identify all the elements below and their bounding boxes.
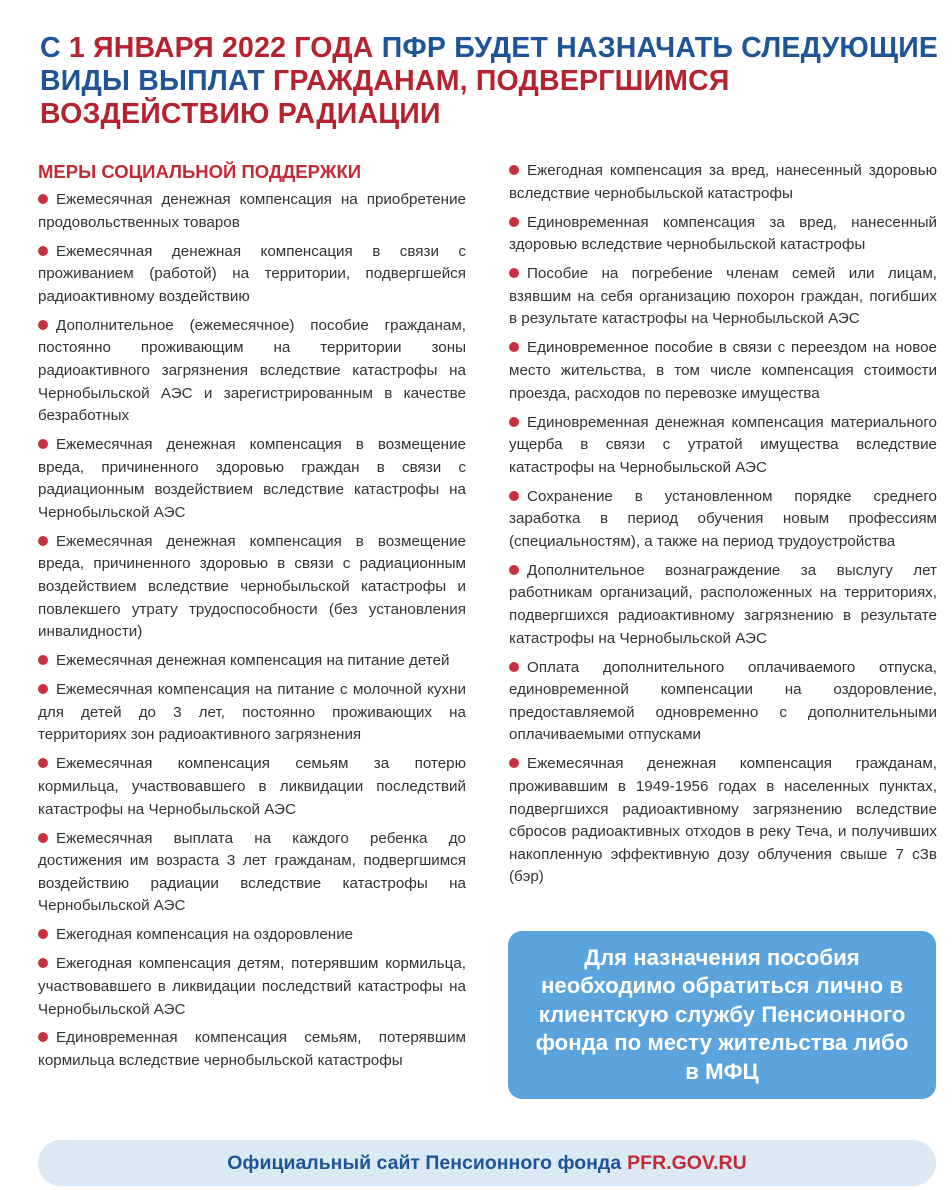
bullet-dot-icon	[38, 655, 48, 665]
title-part-3: ПФР БУДЕТ НАЗНАЧАТЬ СЛЕДУЮЩИЕ ВИДЫ ВЫПЛАТ	[40, 32, 939, 97]
left-benefits-list	[38, 189, 466, 1073]
list-item	[38, 189, 466, 234]
list-item	[509, 657, 937, 747]
list-item-text: Ежемесячная денежная компенсация на питание детей	[56, 652, 450, 670]
bullet-dot-icon	[38, 684, 48, 694]
list-item-text: Сохранение в установленном порядке среднего заработка в период обучения новым профессиям (специальностям), а также на период трудоустройства	[509, 487, 937, 550]
bullet-dot-icon	[38, 833, 48, 843]
footer-banner	[38, 1140, 936, 1186]
list-item-text: Ежемесячная компенсация на питание с молочной кухни для детей до 3 лет, постоянно проживающих на территориях зон радиоактивного загрязнения	[38, 681, 466, 744]
list-item	[38, 828, 466, 918]
list-item	[38, 434, 466, 524]
list-item-text: Ежемесячная денежная компенсация в возмещение вреда, причиненного здоровью в связи с радиационным воздействием вследствие чернобыльской катастрофы и повлекшего утрату трудоспособности (без установления инвалидности)	[38, 532, 466, 641]
list-item	[38, 650, 466, 673]
list-item-text: Ежемесячная денежная компенсация гражданам, проживавшим в 1949-1956 годах в населенных пунктах, подвергшихся радиоактивному загрязнению вследствие сбросов радиоактивных отходов в реку Теча, и получивших накопленную эффективную дозу облучения свыше 7 сЗв (бэр)	[509, 755, 937, 886]
list-item	[38, 1027, 466, 1072]
list-item-text: Ежемесячная денежная компенсация в связи с проживанием (работой) на территории, подвергшейся радиоактивному воздействию	[38, 242, 466, 305]
list-item-text: Дополнительное вознаграждение за выслугу лет работникам организаций, расположенных на территориях, подвергшихся радиоактивному загрязнению в результате катастрофы на Чернобыльской АЭС	[509, 561, 937, 647]
bullet-dot-icon	[509, 165, 519, 175]
bullet-dot-icon	[509, 565, 519, 575]
list-item-text: Ежегодная компенсация за вред, нанесенный здоровью вследствие чернобыльской катастрофы	[509, 162, 937, 202]
list-item-text: Ежегодная компенсация детям, потерявшим кормильца, участвовавшего в ликвидации последствий катастрофы на Чернобыльской АЭС	[38, 955, 466, 1018]
bullet-dot-icon	[509, 342, 519, 352]
footer-label: Официальный сайт Пенсионного фонда	[227, 1151, 622, 1174]
list-item	[509, 412, 937, 480]
bullet-dot-icon	[38, 439, 48, 449]
bullet-dot-icon	[38, 536, 48, 546]
section-title: МЕРЫ СОЦИАЛЬНОЙ ПОДДЕРЖКИ	[38, 161, 362, 182]
bullet-dot-icon	[38, 758, 48, 768]
list-item-text: Пособие на погребение членам семей или лицам, взявшим на себя организацию похорон граждан, погибших в результате катастрофы на Чернобыльской АЭС	[509, 265, 937, 328]
list-item-text: Ежемесячная выплата на каждого ребенка до достижения им возраста 3 лет гражданам, подвергшимся воздействию радиации вследствие катастрофы на Чернобыльской АЭС	[38, 829, 466, 915]
list-item	[38, 241, 466, 309]
list-item	[38, 315, 466, 428]
bullet-dot-icon	[38, 320, 48, 330]
info-callout	[508, 931, 936, 1099]
list-item	[509, 337, 937, 405]
list-item	[509, 486, 937, 554]
right-benefits-list	[509, 160, 937, 889]
page-title	[40, 32, 940, 131]
list-item	[38, 679, 466, 747]
bullet-dot-icon	[38, 1032, 48, 1042]
title-part-1: С	[40, 32, 69, 64]
list-item-text: Ежегодная компенсация на оздоровление	[56, 926, 354, 944]
bullet-dot-icon	[38, 929, 48, 939]
list-item	[509, 753, 937, 889]
list-item-text: Оплата дополнительного оплачиваемого отпуска, единовременной компенсации на оздоровление, предоставляемой одновременно с дополнительными оплачиваемыми отпусками	[509, 658, 937, 744]
list-item-text: Единовременная денежная компенсация материального ущерба в связи с утратой имущества вследствие катастрофы на Чернобыльской АЭС	[509, 413, 937, 476]
bullet-dot-icon	[509, 417, 519, 427]
footer-site-link[interactable]: PFR.GOV.RU	[627, 1151, 747, 1174]
bullet-dot-icon	[509, 268, 519, 278]
list-item-text: Ежемесячная денежная компенсация на приобретение продовольственных товаров	[38, 191, 466, 231]
list-item	[38, 924, 466, 947]
list-item	[509, 263, 937, 331]
left-column	[38, 160, 466, 1079]
bullet-dot-icon	[38, 194, 48, 204]
list-item	[509, 212, 937, 257]
list-item	[509, 160, 937, 205]
bullet-dot-icon	[509, 491, 519, 501]
list-item-text: Дополнительное (ежемесячное) пособие гражданам, постоянно проживающим на территории зоны радиоактивного загрязнения вследствие катастрофы на Чернобыльской АЭС и зарегистрированным в качестве безработных	[38, 316, 466, 425]
list-item-text: Ежемесячная денежная компенсация в возмещение вреда, причиненного здоровью граждан в связи с радиационным воздействием вследствие катастрофы на Чернобыльской АЭС	[38, 436, 466, 521]
list-item-text: Единовременная компенсация за вред, нанесенный здоровью вследствие чернобыльской катастрофы	[509, 213, 937, 254]
bullet-dot-icon	[38, 958, 48, 968]
list-item	[509, 560, 937, 650]
title-date: 1 ЯНВАРЯ 2022 ГОДА	[68, 32, 374, 64]
callout-text: Для назначения пособия необходимо обратиться лично в клиентскую службу Пенсионного фонда по месту жительства либо в МФЦ	[535, 944, 909, 1084]
list-item-text: Единовременная компенсация семьям, потерявшим кормильца вследствие чернобыльской катастрофы	[38, 1029, 466, 1070]
list-item	[38, 953, 466, 1021]
bullet-dot-icon	[509, 217, 519, 227]
bullet-dot-icon	[509, 662, 519, 672]
list-item-text: Единовременное пособие в связи с переездом на новое место жительства, в том числе компенсация стоимости проезда, расходов по перевозке имущества	[509, 339, 937, 402]
list-item	[38, 531, 466, 644]
title-recipients: ГРАЖДАНАМ, ПОДВЕРГШИМСЯ ВОЗДЕЙСТВИЮ РАДИАЦИИ	[40, 65, 730, 130]
right-column	[509, 160, 937, 895]
list-item-text: Ежемесячная компенсация семьям за потерю кормильца, участвовавшего в ликвидации последствий катастрофы на Чернобыльской АЭС	[38, 755, 466, 818]
list-item	[38, 753, 466, 821]
bullet-dot-icon	[38, 246, 48, 256]
bullet-dot-icon	[509, 758, 519, 768]
